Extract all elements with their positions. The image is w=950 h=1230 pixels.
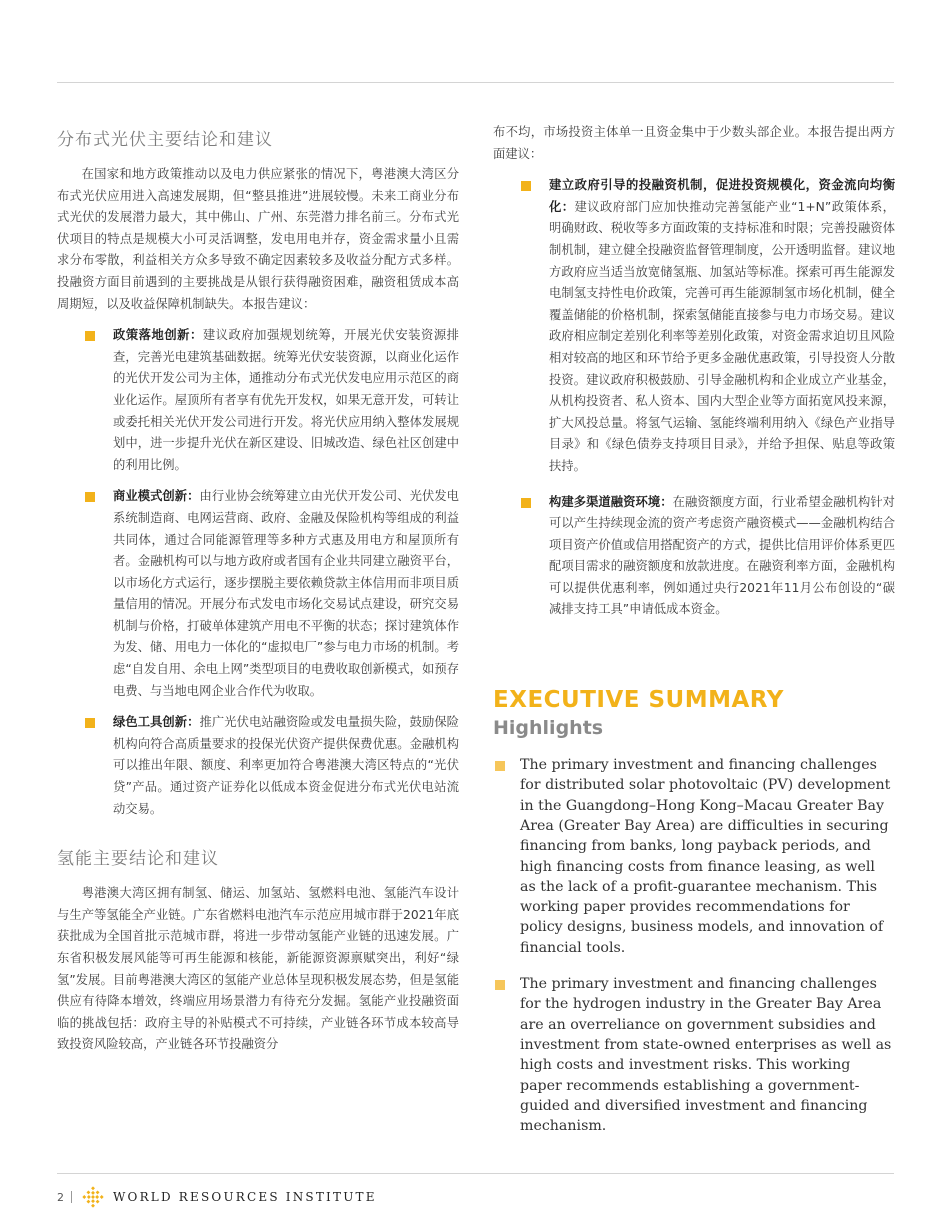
hydrogen-intro-paragraph: 粤港澳大湾区拥有制氢、储运、加氢站、氢燃料电池、氢能汽车设计与生产等氢能全产业链。广东省燃料电池汽车示范应用城市群于2021年底获批成为全国首批示范城市群，将进一步带动氢能产业链的迅速发展。广东省积极发展风能等可再生能源和核能，新能源资源禀赋突出，利好“绿氢”发展。目前粤港澳大湾区的氢能产业总体呈现积极发展态势，但是氢能供应有待降本增效，终端应用场景潜力有待充分发掘。氢能产业投融资面临的挑战包括：政府主导的补贴模式不可持续，产业链各环节成本较高导致投资风险较高，产业链各环节投融资分 — [57, 886, 459, 1052]
list-item: 政策落地创新：建议政府加强规划统筹，开展光伏安装资源排查，完善光电建筑基础数据。统筹光伏安装资源，以商业化运作的光伏开发公司为主体，通推动分布式光伏发电应用示范区的商业化运作。屋顶所有者享有优先开发权，如果无意开发，可转让或委托相关光伏开发公司进行开发。将光伏应用纳入整体发展规划中，进一步提升光伏在新区建设、旧城改造、绿色社区创建中的利用比例。 — [85, 325, 459, 476]
hydrogen-section-heading: 氢能主要结论和建议 — [57, 849, 219, 870]
pv-recommendation-list — [85, 325, 459, 820]
bullet-square-icon — [495, 980, 505, 990]
list-item: 商业模式创新：由行业协会统筹建立由光伏开发公司、光伏发电系统制造商、电网运营商、政府、金融及保险机构等组成的利益共同体，通过合同能源管理等多种方式惠及用电方和屋顶所有者。金融机构可以与地方政府或者国有企业共同建立融资平台，以市场化方式运行，逐步摆脱主要依赖贷款主体信用而非项目质量信用的情况。开展分布式发电市场化交易试点建设，研究交易机制与价格，打破单体建筑产用电不平衡的状态；探讨建筑体作为发、储、用电力一体化的“虚拟电厂”参与电力市场的机制。考虑“自发自用、余电上网”类型项目的电费收取创新模式，如预存电费、与当地电网企业合作代为收取。 — [85, 486, 459, 702]
wri-logo-icon — [82, 1186, 104, 1208]
page-number: 2 — [57, 1190, 64, 1204]
bullet-square-icon — [85, 718, 95, 728]
executive-summary-title: EXECUTIVE SUMMARY — [493, 687, 784, 714]
bullet-square-icon — [85, 492, 95, 502]
right-column — [493, 122, 895, 1152]
highlights-list — [493, 755, 895, 1136]
bottom-divider — [57, 1173, 894, 1174]
list-item: 建立政府引导的投融资机制，促进投资规模化，资金流向均衡化：建议政府部门应加快推动完善氢能产业“1+N”政策体系，明确财政、税收等多方面政策的支持标准和时限；完善投融资体制机制，建立健全投融资监督管理制度，公开透明监督。建议地方政府应当适当放宽储氢瓶、加氢站等标准。探索可再生能源发电制氢支持性电价政策，完善可再生能源制氢市场化机制，健全覆盖储能的价格机制，探索氢储能直接参与电力市场交易。建议政府相应制定差别化利率等差别化政策，对资金需求迫切且风险相对较高的地区和环节给予更多金融优惠政策，引导投资人分散投资。建议政府积极鼓励、引导金融机构和企业成立产业基金，从机构投资者、私人资本、国内大型企业等方面拓宽风投来源，扩大风投总量。将氢气运输、氢能终端利用纳入《绿色产业指导目录》和《绿色债券支持项目目录》，并给予担保、贴息等政策扶持。 — [521, 175, 895, 477]
bullet-square-icon — [495, 761, 505, 771]
top-divider — [57, 82, 894, 83]
list-item: 构建多渠道融资环境：在融资额度方面，行业希望金融机构针对可以产生持续现金流的资产考虑资产融资模式——金融机构结合项目资产价值或信用搭配资产的方式，提供比信用评价体系更匹配项目需求的融资额度和放款进度。在融资利率方面，金融机构可以提供优惠利率，例如通过央行2021年11月公布创设的“碳减排支持工具”申请低成本资金。 — [521, 492, 895, 622]
left-column — [57, 118, 459, 1056]
list-item: The primary investment and financing challenges for the hydrogen industry in the Greater Bay Area are an overreliance on government subsidies and investment from state-owned enterprises as well as high costs and investment risks. This working paper recommends establishing a government-guided and diversified investment and financing mechanism. — [493, 974, 895, 1136]
list-item: 绿色工具创新：推广光伏电站融资险或发电量损失险，鼓励保险机构向符合高质量要求的投保光伏资产提供保费优惠。金融机构可以推出年限、额度、利率更加符合粤港澳大湾区特点的“光伏贷”产品。通过资产证券化以低成本资金促进分布式光伏电站流动交易。 — [85, 712, 459, 820]
pv-intro-paragraph: 在国家和地方政策推动以及电力供应紧张的情况下，粤港澳大湾区分布式光伏应用进入高速发展期，但“整县推进”进展较慢。未来工商业分布式光伏的发展潜力最大，其中佛山、广州、东莞潜力排名前三。分布式光伏项目的特点是规模大小可灵活调整，发电用电并存，资金需求量小且需求分布零散，利益相关方众多导致不确定因素较多及收益分配方式多样。投融资方面目前遇到的主要挑战是从银行获得融资困难，融资租赁成本高周期短，以及收益保障机制缺失。本报告建议： — [57, 167, 459, 311]
pv-section-heading: 分布式光伏主要结论和建议 — [57, 130, 273, 150]
page-footer — [57, 1187, 377, 1207]
highlights-subtitle: Highlights — [493, 717, 604, 740]
list-item: The primary investment and financing challenges for distributed solar photovoltaic (PV) development in the Guangdong–Hong Kong–Macau Greater Bay Area (Greater Bay Area) are difficulties in securing financing from banks, long payback periods, and high financing costs from finance leasing, as well as the lack of a profit-guarantee mechanism. This working paper provides recommendations for policy designs, business models, and innovation of financial tools. — [493, 755, 895, 958]
hydrogen-intro-continued: 布不均，市场投资主体单一且资金集中于少数头部企业。本报告提出两方面建议： — [493, 125, 895, 161]
org-name: WORLD RESOURCES INSTITUTE — [113, 1190, 377, 1204]
bullet-square-icon — [85, 331, 95, 341]
hydrogen-recommendation-list — [521, 175, 895, 621]
bullet-square-icon — [521, 498, 531, 508]
footer-separator — [71, 1191, 72, 1203]
bullet-square-icon — [521, 181, 531, 191]
